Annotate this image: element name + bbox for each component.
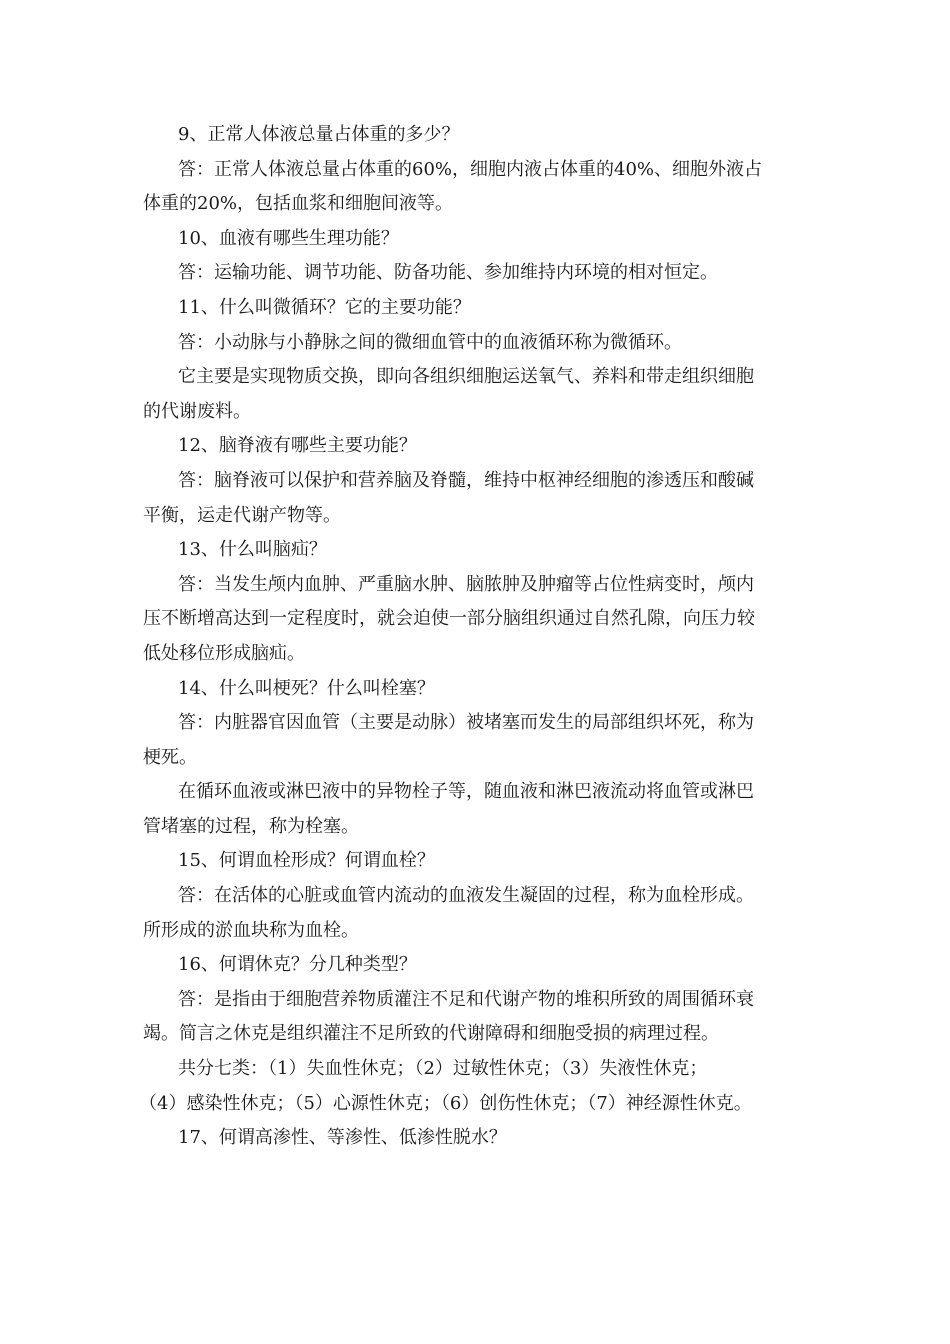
- answer-11-line-2: 它主要是实现物质交换，即向各组织细胞运送氧气、养料和带走组织细胞: [178, 366, 754, 388]
- answer-16-line-2: 竭。简言之休克是组织灌注不足所致的代谢障碍和细胞受损的病理过程。: [143, 1023, 719, 1045]
- document-page: [139, 118, 807, 1156]
- question-11: 11、什么叫微循环？它的主要功能？: [178, 296, 471, 318]
- question-13: 13、什么叫脑疝？: [178, 539, 327, 561]
- answer-16-line-4: （4）感染性休克；（5）心源性休克；（6）创伤性休克；（7）神经源性休克。: [139, 1092, 752, 1114]
- question-16: 16、何谓休克？分几种类型？: [178, 954, 417, 976]
- answer-9-line-1: 答：正常人体液总量占体重的60%，细胞内液占体重的40%、细胞外液占: [178, 158, 763, 180]
- answer-13-line-1: 答：当发生颅内血肿、严重脑水肿、脑脓肿及肿瘤等占位性病变时，颅内: [178, 573, 754, 595]
- answer-14-line-3: 在循环血液或淋巴液中的异物栓子等，随血液和淋巴液流动将血管或淋巴: [178, 781, 754, 803]
- answer-10: 答：运输功能、调节功能、防备功能、参加维持内环境的相对恒定。: [178, 262, 718, 284]
- question-14: 14、什么叫梗死？什么叫栓塞？: [178, 677, 435, 699]
- answer-15-line-2: 所形成的淤血块称为血栓。: [143, 919, 359, 941]
- answer-16-line-1: 答：是指由于细胞营养物质灌注不足和代谢产物的堆积所致的周围循环衰: [178, 988, 754, 1010]
- answer-16-line-3: 共分七类：（1）失血性休克；（2）过敏性休克；（3）失液性休克；: [178, 1058, 708, 1080]
- answer-14-line-4: 管堵塞的过程，称为栓塞。: [143, 815, 359, 837]
- answer-11-line-3: 的代谢废料。: [143, 400, 251, 422]
- answer-12-line-2: 平衡，运走代谢产物等。: [143, 504, 341, 526]
- question-12: 12、脑脊液有哪些主要功能？: [178, 435, 417, 457]
- answer-13-line-3: 低处移位形成脑疝。: [143, 642, 305, 664]
- answer-14-line-2: 梗死。: [143, 746, 197, 768]
- question-15: 15、何谓血栓形成？何谓血栓？: [178, 850, 435, 872]
- answer-15-line-1: 答：在活体的心脏或血管内流动的血液发生凝固的过程，称为血栓形成。: [178, 885, 754, 907]
- answer-13-line-2: 压不断增高达到一定程度时，就会迫使一部分脑组织通过自然孔隙，向压力较: [143, 608, 755, 630]
- answer-9-line-2: 体重的20%，包括血浆和细胞间液等。: [143, 193, 454, 215]
- answer-12-line-1: 答：脑脊液可以保护和营养脑及脊髓，维持中枢神经细胞的渗透压和酸碱: [178, 469, 754, 491]
- answer-11-line-1: 答：小动脉与小静脉之间的微细血管中的血液循环称为微循环。: [178, 331, 682, 353]
- question-9: 9、正常人体液总量占体重的多少？: [178, 124, 460, 145]
- question-17: 17、何谓高渗性、等渗性、低渗性脱水？: [178, 1127, 507, 1149]
- answer-14-line-1: 答：内脏器官因血管（主要是动脉）被堵塞而发生的局部组织坏死，称为: [178, 712, 754, 734]
- question-10: 10、血液有哪些生理功能？: [178, 227, 399, 249]
